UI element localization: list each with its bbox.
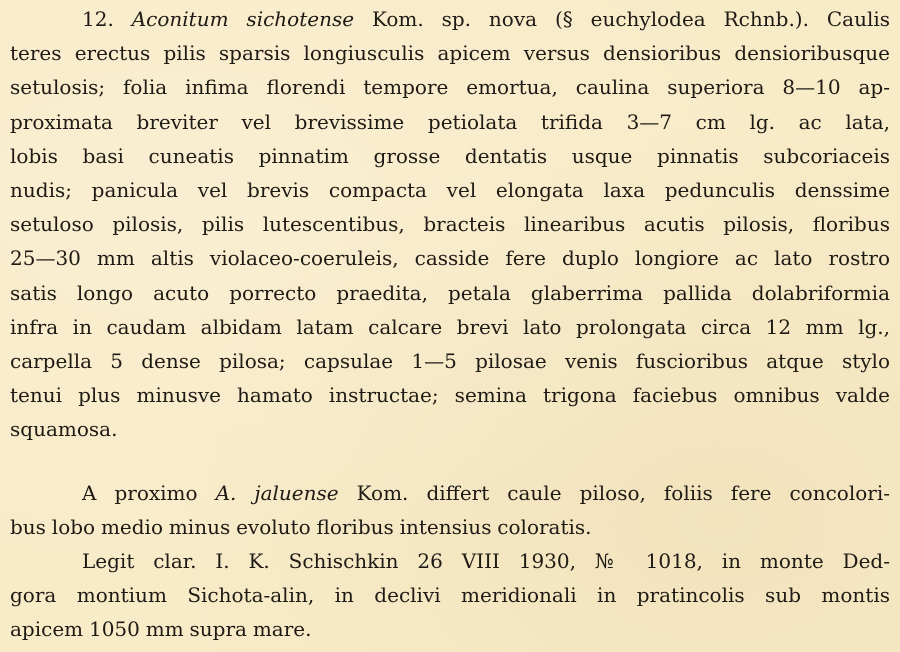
text-line: apicem 1050 mm supra mare. — [10, 617, 312, 642]
text-line: carpella 5 dense pilosa; capsulae 1—5 pilosae venis fuscioribus atque stylo — [10, 349, 890, 374]
text-line: teres erectus pilis sparsis longiusculis apicem versus densioribus densioribusque — [10, 41, 890, 66]
collection-paragraph — [10, 544, 890, 647]
species-name: Aconitum sichotense — [131, 7, 355, 31]
text-line: proximata breviter vel brevissime petiolata trifida 3—7 cm lg. ac lata, — [10, 109, 890, 134]
text-line: A proximo A. jaluense Kom. differt caule piloso, foliis fere concolori- — [82, 481, 890, 505]
comparison-paragraph — [10, 476, 890, 544]
text-line: lobis basi cuneatis pinnatim grosse dentatis usque pinnatis subcoriaceis — [10, 143, 890, 168]
text-line: bus lobo medio minus evoluto floribus intensius coloratis. — [10, 515, 592, 540]
text-line: gora montium Sichota-alin, in declivi meridionali in pratincolis sub montis — [10, 583, 890, 608]
related-species-name: A. jaluense — [215, 481, 339, 505]
text-line: satis longo acuto porrecto praedita, petala glaberrima pallida dolabriformia — [10, 280, 890, 305]
text-line: 12. Aconitum sichotense Kom. sp. nova (§ euchylodea Rchnb.). Caulis — [82, 7, 890, 31]
text-line: 25—30 mm altis violaceo-coeruleis, casside fere duplo longiore ac lato rostro — [10, 246, 890, 271]
text-line: infra in caudam albidam latam calcare brevi lato prolongata circa 12 mm lg., — [10, 314, 890, 339]
text-line: nudis; panicula vel brevis compacta vel elongata laxa pedunculis denssime — [10, 178, 890, 203]
text-line: setuloso pilosis, pilis lutescentibus, bracteis linearibus acutis pilosis, floribus — [10, 212, 890, 237]
text-line: setulosis; folia infima florendi tempore emortua, caulina superiora 8—10 ap- — [10, 75, 890, 100]
text-line: Legit clar. I. K. Schischkin 26 VIII 1930, № 1018, in monte Ded- — [82, 549, 890, 573]
text-line: tenui plus minusve hamato instructae; semina trigona faciebus omnibus valde — [10, 383, 890, 408]
text-line: squamosa. — [10, 417, 118, 442]
species-description-paragraph — [10, 2, 890, 447]
species-number: 12. — [82, 7, 114, 31]
